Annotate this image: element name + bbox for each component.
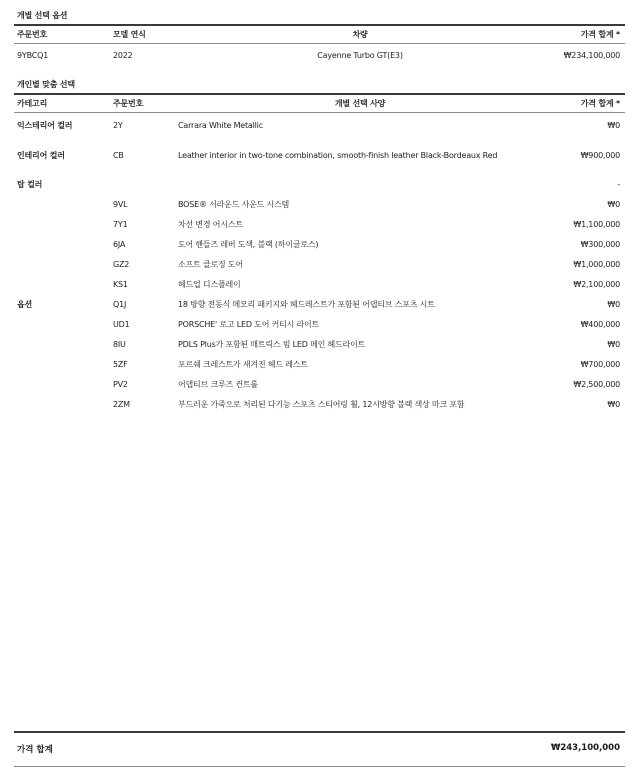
row-code: 7Y1 <box>113 220 128 229</box>
row-category: 인테리어 컬러 <box>17 151 65 160</box>
row-price: - <box>617 180 620 189</box>
row-description: 포르쉐 크레스트가 새겨진 헤드 레스트 <box>178 360 308 369</box>
header-category: 카테고리 <box>17 99 48 108</box>
row-description: 18 방향 전동식 메모리 패키지와 헤드레스트가 포함된 어댑티브 스포츠 시트 <box>178 300 435 309</box>
row-price: ₩0 <box>607 300 620 309</box>
divider <box>14 112 625 113</box>
header-price-total: 가격 합계 * <box>580 30 620 39</box>
row-category: 옵션 <box>17 300 33 309</box>
row-code: PV2 <box>113 380 128 389</box>
row-price: ₩2,100,000 <box>573 280 620 289</box>
header-selection: 개별 선택 사양 <box>334 99 386 108</box>
row-price: ₩300,000 <box>580 240 620 249</box>
divider <box>14 766 625 767</box>
row-price: ₩2,500,000 <box>573 380 620 389</box>
row-price: ₩0 <box>607 400 620 409</box>
divider <box>14 93 625 95</box>
row-description: 어댑티브 크루즈 컨트롤 <box>178 380 258 389</box>
divider <box>14 43 625 44</box>
header-order-no: 주문번호 <box>17 30 48 39</box>
row-code: 2Y <box>113 121 123 130</box>
row-price: ₩0 <box>607 200 620 209</box>
row-description: Leather interior in two-tone combination, smooth-finish leather Black-Bordeaux Red <box>178 151 498 160</box>
row-code: GZ2 <box>113 260 130 269</box>
row-price: ₩1,100,000 <box>573 220 620 229</box>
divider <box>14 731 625 733</box>
header-model-year: 모델 연식 <box>113 30 146 39</box>
row-code: 9VL <box>113 200 128 209</box>
divider <box>14 24 625 26</box>
total-label: 가격 합계 <box>17 745 53 755</box>
row-description: 헤드업 디스플레이 <box>178 280 241 289</box>
header-vehicle: 차량 <box>352 30 368 39</box>
row-code: Q1J <box>113 300 127 309</box>
row-category: 익스테리어 컬러 <box>17 121 73 130</box>
row-code: 2ZM <box>113 400 130 409</box>
row-code: 6JA <box>113 240 126 249</box>
row-description: 부드러운 가죽으로 처리된 다기능 스포츠 스티어링 휠, 12시방향 블랙 색상 마크 포함 <box>178 400 465 409</box>
row-description: PORSCHE' 로고 LED 도어 커티시 라이트 <box>178 320 320 329</box>
row-category: 탑 컬러 <box>17 180 43 189</box>
header-order-no: 주문번호 <box>113 99 144 108</box>
custom-options-title: 개인별 맞춤 선택 <box>17 80 75 89</box>
row-code: UD1 <box>113 320 130 329</box>
total-value: ₩243,100,000 <box>550 743 620 753</box>
row-price: ₩0 <box>607 121 620 130</box>
row-code: CB <box>113 151 124 160</box>
row-code: KS1 <box>113 280 128 289</box>
header-price-total: 가격 합계 * <box>580 99 620 108</box>
row-price: ₩700,000 <box>580 360 620 369</box>
model-year-value: 2022 <box>113 51 133 60</box>
row-description: PDLS Plus가 포함된 매트릭스 빔 LED 메인 헤드라이트 <box>178 340 366 349</box>
row-code: 8IU <box>113 340 126 349</box>
row-description: Carrara White Metallic <box>178 121 263 130</box>
row-price: ₩1,000,000 <box>573 260 620 269</box>
vehicle-value: Cayenne Turbo GT(E3) <box>317 51 403 60</box>
row-description: 차선 변경 어시스트 <box>178 220 243 229</box>
row-price: ₩400,000 <box>580 320 620 329</box>
row-code: 5ZF <box>113 360 128 369</box>
row-price: ₩0 <box>607 340 620 349</box>
vehicle-price-value: ₩234,100,000 <box>563 51 620 60</box>
row-description: BOSE® 서라운드 사운드 시스템 <box>178 200 290 209</box>
row-price: ₩900,000 <box>580 151 620 160</box>
row-description: 소프트 클로징 도어 <box>178 260 243 269</box>
row-description: 도어 핸들즈 레버 도색, 블랙 (하이글로스) <box>178 240 319 249</box>
order-no-value: 9YBCQ1 <box>17 51 49 60</box>
individual-options-title: 개별 선택 옵션 <box>17 11 68 20</box>
